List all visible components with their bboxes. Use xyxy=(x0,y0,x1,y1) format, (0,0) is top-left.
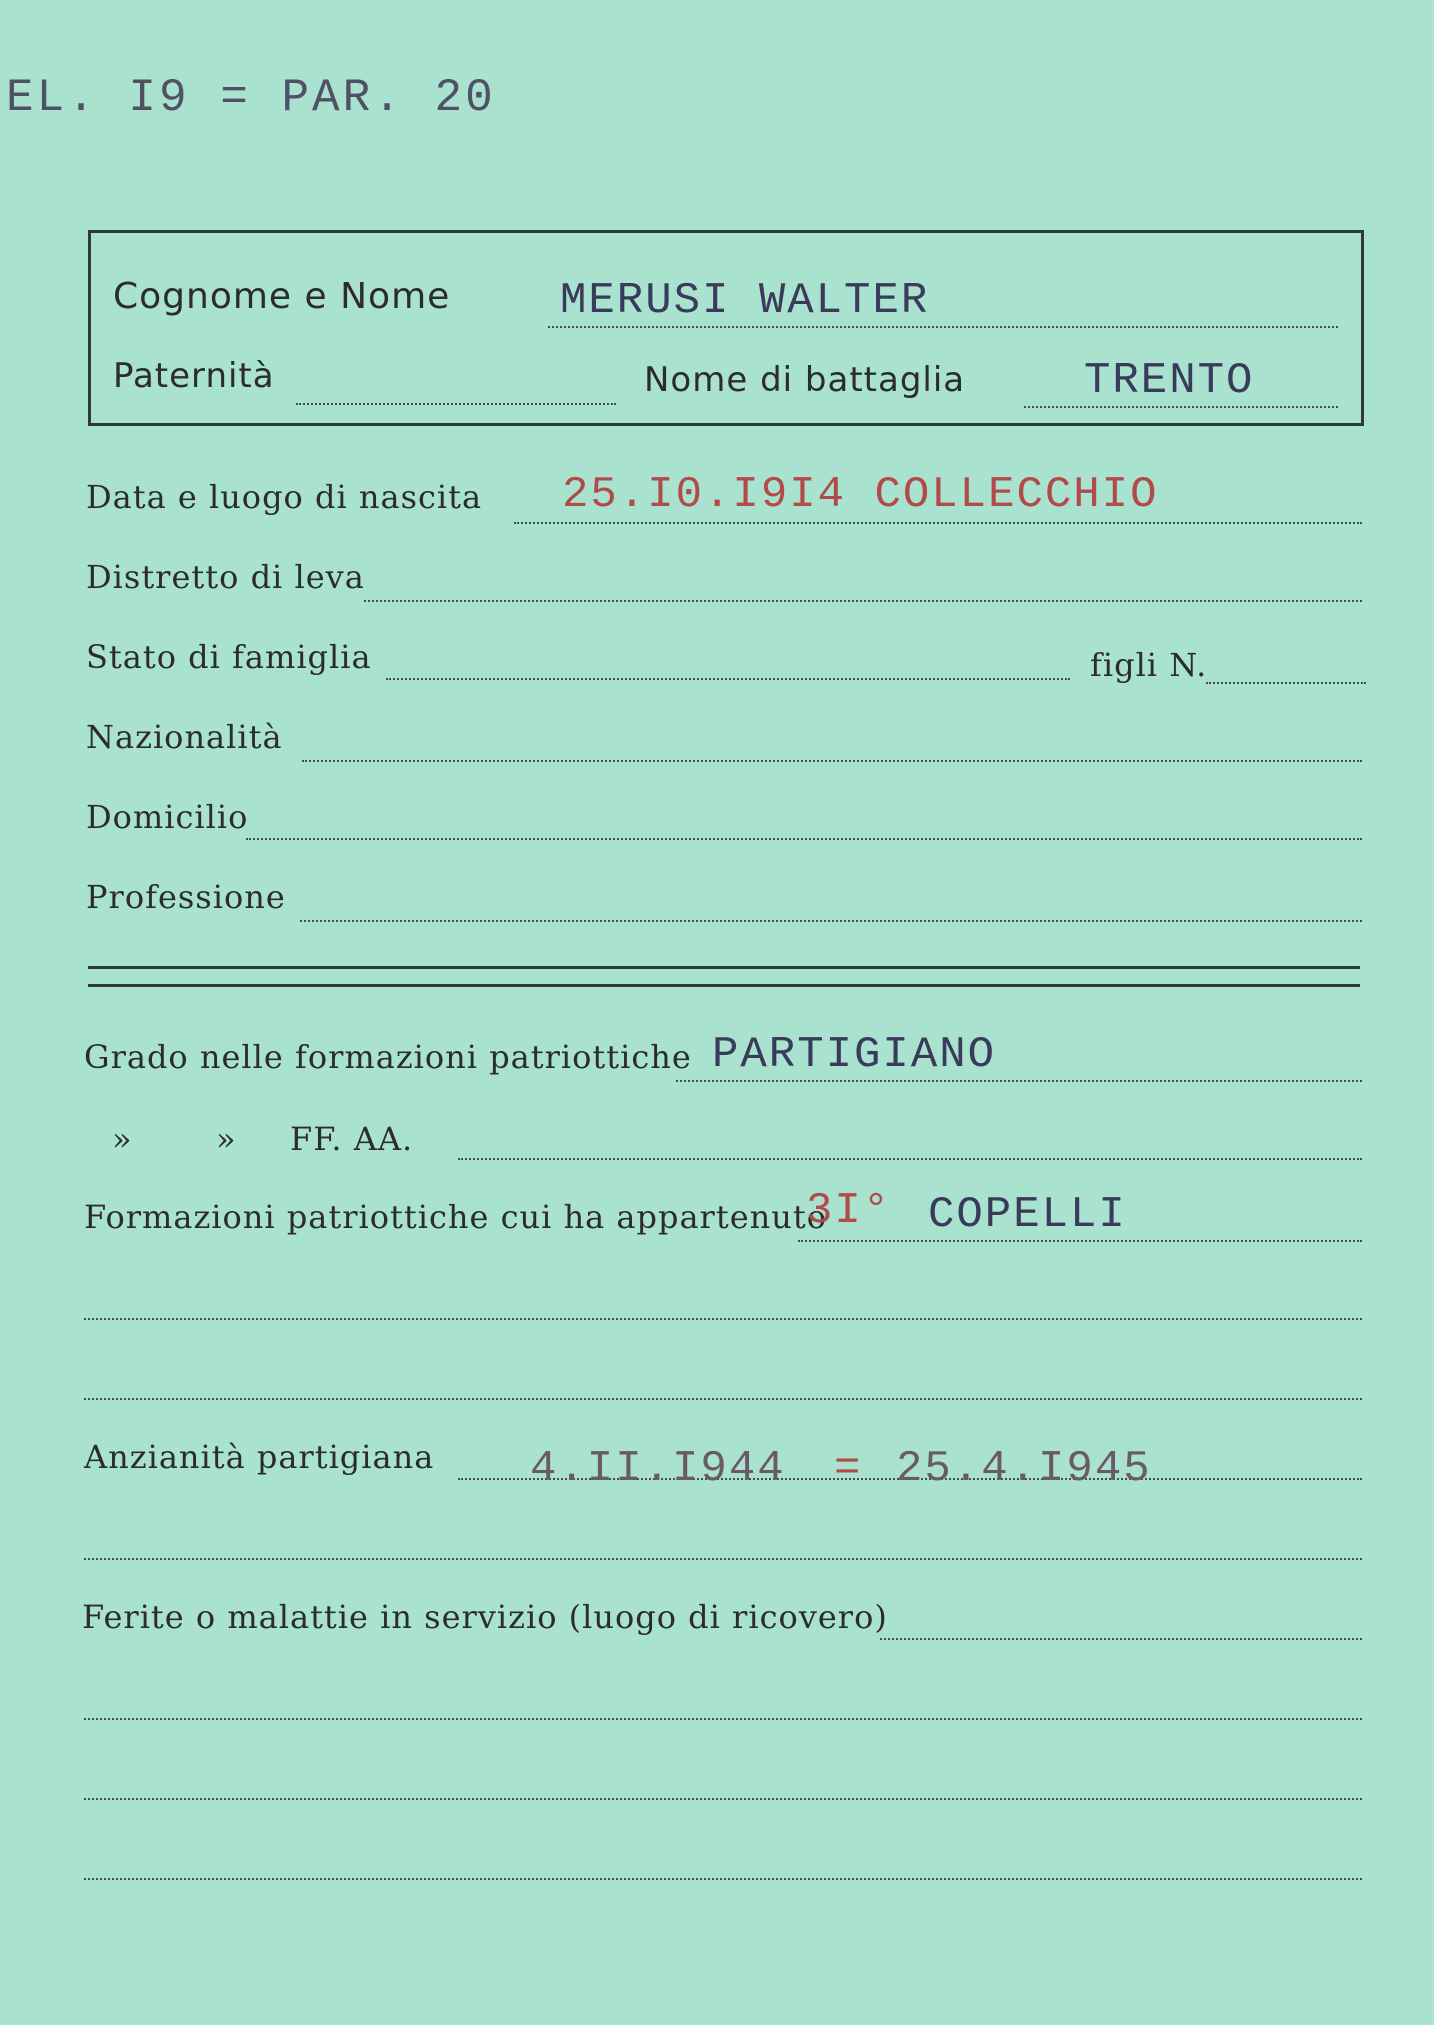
birth-label: Data e luogo di nascita xyxy=(86,478,483,516)
nationality-label: Nazionalità xyxy=(86,718,283,756)
wounds-line xyxy=(880,1638,1362,1640)
seniority-start-value[interactable]: 4.II.I944 xyxy=(530,1444,786,1494)
battle-name-value[interactable]: TRENTO xyxy=(1084,356,1255,406)
seniority-end-value[interactable]: 25.4.I945 xyxy=(896,1444,1152,1494)
card-reference: EL. I9 = PAR. 20 xyxy=(6,72,496,124)
wounds-label: Ferite o malattie in servizio (luogo di ricovero) xyxy=(82,1598,888,1636)
name-value[interactable]: MERUSI WALTER xyxy=(560,276,930,326)
family-label: Stato di famiglia xyxy=(86,638,372,676)
district-line xyxy=(364,600,1362,602)
formations-number-value[interactable]: 3I° xyxy=(806,1186,892,1236)
name-label: Cognome e Nome xyxy=(113,276,451,317)
rank-label: Grado nelle formazioni patriottiche xyxy=(84,1038,692,1076)
district-label: Distretto di leva xyxy=(86,558,365,596)
rank-line xyxy=(676,1080,1362,1082)
battle-name-label: Nome di battaglia xyxy=(644,360,966,400)
children-line xyxy=(1206,682,1366,684)
paternity-line xyxy=(296,403,616,405)
seniority-separator: = xyxy=(834,1444,863,1494)
family-line xyxy=(386,678,1070,680)
seniority-extra-line xyxy=(84,1558,1362,1560)
domicile-label: Domicilio xyxy=(86,798,249,836)
rank-value[interactable]: PARTIGIANO xyxy=(712,1030,997,1080)
nationality-line xyxy=(302,760,1362,762)
wounds-extra-line-2 xyxy=(84,1798,1362,1800)
birth-value[interactable]: 25.I0.I9I4 COLLECCHIO xyxy=(562,470,1159,520)
children-label: figli N. xyxy=(1090,646,1208,684)
seniority-label: Anzianità partigiana xyxy=(84,1438,435,1476)
battle-name-line xyxy=(1024,406,1338,408)
wounds-extra-line-3 xyxy=(84,1878,1362,1880)
formations-label: Formazioni patriottiche cui ha appartenuto xyxy=(84,1198,827,1236)
formations-line xyxy=(798,1240,1362,1242)
paternity-label: Paternità xyxy=(113,356,275,396)
formations-extra-line-1 xyxy=(84,1318,1362,1320)
formations-name-value[interactable]: COPELLI xyxy=(928,1190,1127,1240)
domicile-line xyxy=(246,838,1362,840)
wounds-extra-line-1 xyxy=(84,1718,1362,1720)
separator-rule-top xyxy=(88,966,1360,969)
rank-ff-quote-2: » xyxy=(216,1120,237,1158)
separator-rule-bottom xyxy=(88,984,1360,987)
birth-line xyxy=(514,522,1362,524)
profession-line xyxy=(300,920,1362,922)
rank-ff-quote-1: » xyxy=(112,1120,133,1158)
rank-ff-label: FF. AA. xyxy=(290,1120,414,1158)
profession-label: Professione xyxy=(86,878,286,916)
formations-extra-line-2 xyxy=(84,1398,1362,1400)
rank-ff-line xyxy=(458,1158,1362,1160)
name-line xyxy=(548,326,1338,328)
